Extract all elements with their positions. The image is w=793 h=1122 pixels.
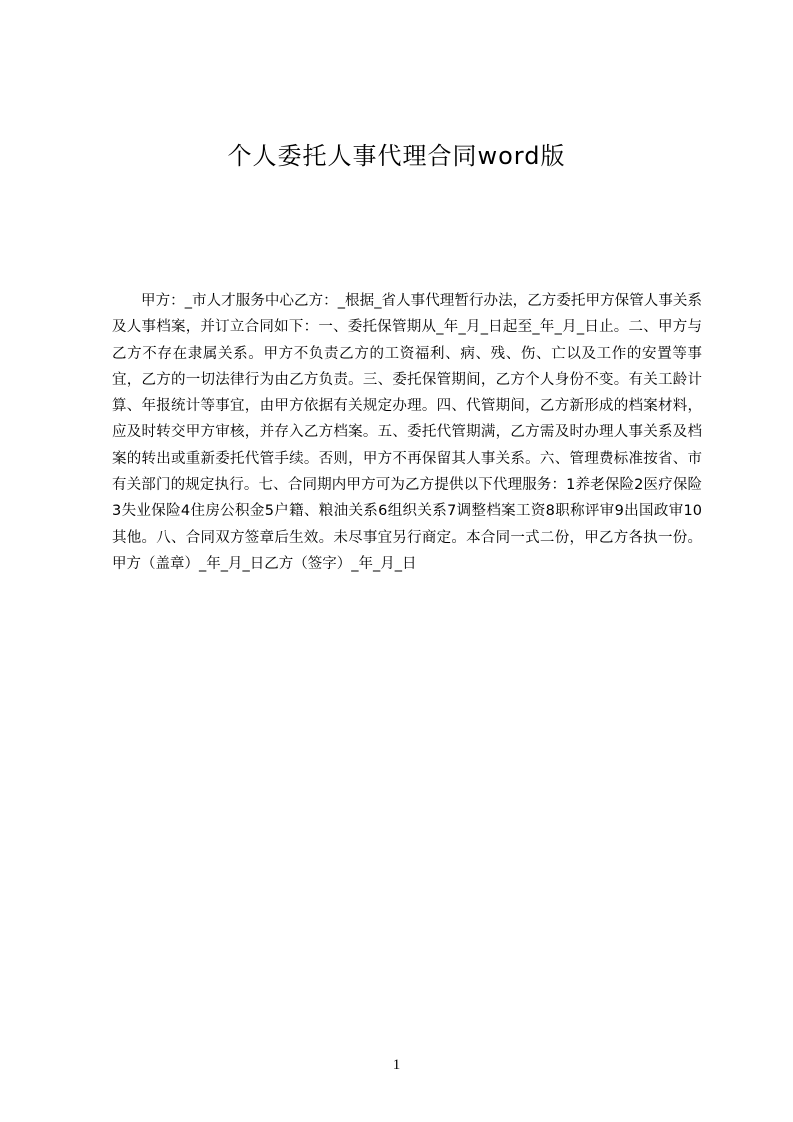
- page-number: 1: [392, 1057, 401, 1073]
- document-title: 个人委托人事代理合同word版: [227, 142, 566, 170]
- contract-body-text: 甲方：_市人才服务中心乙方：_根据_省人事代理暂行办法，乙方委托甲方保管人事关系及人事档案，并订立合同如下：一、委托保管期从_年_月_日起至_年_月_日止。二、甲方与乙方不存在隶属关系。甲方不负责乙方的工资福利、病、残、伤、亡以及工作的安置等事宜，乙方的一切法律行为由乙方负责。三、委托保管期间，乙方个人身份不变。有关工龄计算、年报统计等事宜，由甲方依据有关规定办理。四、代管期间，乙方新形成的档案材料，应及时转交甲方审核，并存入乙方档案。五、委托代管期满，乙方需及时办理人事关系及档案的转出或重新委托代管手续。否则，甲方不再保留其人事关系。六、管理费标准按省、市有关部门的规定执行。七、合同期内甲方可为乙方提供以下代理服务：1养老保险2医疗保险3失业保险4住房公积金5户籍、粮油关系6组织关系7调整档案工资8职称评审9出国政审10其他。八、合同双方签章后生效。未尽事宜另行商定。本合同一式二份，甲乙方各执一份。甲方（盖章）_年_月_日乙方（签字）_年_月_日: [112, 293, 702, 572]
